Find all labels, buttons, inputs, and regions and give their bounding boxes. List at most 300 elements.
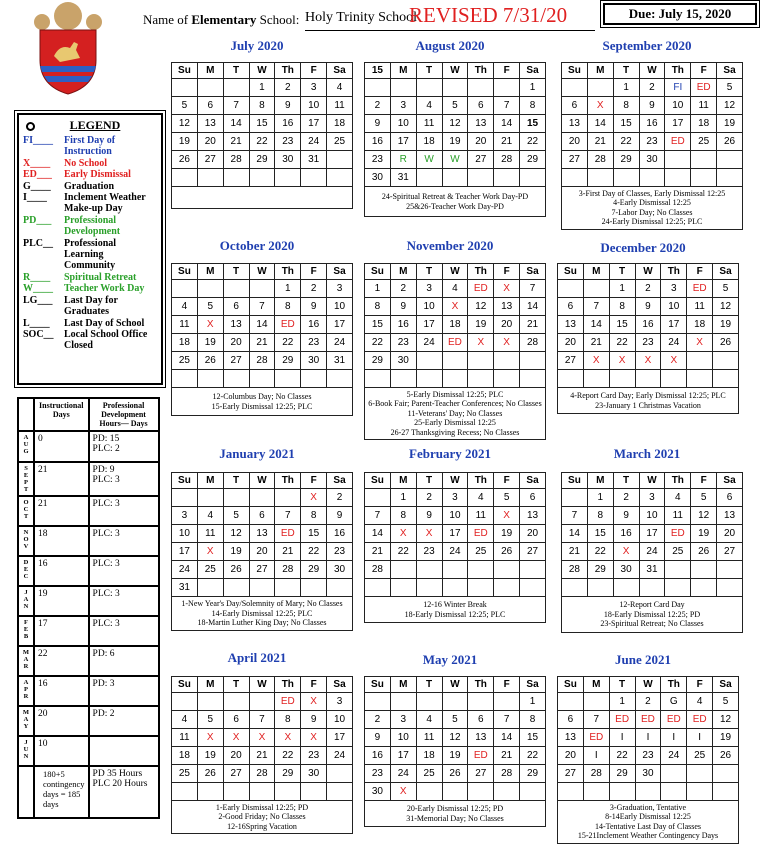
legend-item (23, 169, 157, 180)
legend-code: G____ (23, 180, 51, 192)
legend-code: W____ (23, 283, 53, 295)
day-cell (223, 370, 249, 388)
day-cell: I (687, 729, 713, 747)
day-cell: 11 (197, 525, 223, 543)
day-cell (327, 579, 353, 597)
day-cell: 2 (365, 97, 391, 115)
day-cell (172, 783, 198, 801)
day-cell: 6 (249, 507, 275, 525)
day-cell: 4 (416, 97, 442, 115)
day-cell: 6 (562, 97, 588, 115)
day-cell: 12 (717, 97, 743, 115)
day-cell: 6 (223, 711, 249, 729)
summary-pd: PD: 15 PLC: 2 (89, 431, 159, 462)
day-cell: 27 (562, 151, 588, 169)
day-cell: 12 (468, 298, 494, 316)
day-cell (416, 79, 442, 97)
day-cell: 27 (223, 352, 249, 370)
day-cell (275, 783, 301, 801)
day-cell (691, 169, 717, 187)
legend-code: FI____ (23, 135, 53, 146)
day-cell: 11 (172, 729, 198, 747)
day-cell: ED (275, 525, 301, 543)
summary-pd: PD: 3 (89, 676, 159, 706)
weekday-header: M (587, 473, 613, 489)
day-cell: 25 (327, 133, 353, 151)
day-cell: 2 (613, 489, 639, 507)
day-cell (661, 765, 687, 783)
day-cell: 24 (639, 543, 665, 561)
day-cell (197, 489, 223, 507)
legend-label: Professional Development (64, 214, 121, 238)
day-cell: 9 (416, 507, 442, 525)
day-cell: X (197, 543, 223, 561)
summary-row (18, 526, 159, 556)
day-cell (468, 579, 494, 597)
day-cell: 26 (172, 151, 198, 169)
legend-code: PLC__ (23, 237, 53, 249)
day-cell: 22 (365, 334, 391, 352)
day-cell: 5 (223, 507, 249, 525)
day-cell (301, 169, 327, 187)
day-cell: X (301, 693, 327, 711)
weekday-header: W (249, 677, 275, 693)
day-cell: 19 (442, 133, 468, 151)
day-cell (713, 370, 739, 388)
day-cell (223, 489, 249, 507)
day-cell: 10 (416, 298, 442, 316)
day-cell: 4 (327, 79, 353, 97)
weekday-header: W (249, 264, 275, 280)
day-cell: X (583, 352, 609, 370)
day-cell (327, 765, 353, 783)
day-cell: 18 (327, 115, 353, 133)
day-cell: 16 (327, 525, 353, 543)
day-cell (223, 693, 249, 711)
weekday-header: Sa (713, 677, 739, 693)
day-cell: 5 (442, 711, 468, 729)
day-cell: 27 (520, 543, 546, 561)
day-cell: 14 (223, 115, 249, 133)
day-cell: W (416, 151, 442, 169)
day-cell: 26 (713, 747, 739, 765)
day-cell: ED (583, 729, 609, 747)
day-cell: X (275, 729, 301, 747)
day-cell: 1 (609, 280, 635, 298)
day-cell: 16 (613, 525, 639, 543)
weekday-header: M (583, 677, 609, 693)
day-cell: ED (468, 280, 494, 298)
legend-label: Graduation (64, 180, 115, 192)
day-cell: 13 (249, 525, 275, 543)
day-cell: 26 (717, 133, 743, 151)
day-cell: 28 (275, 561, 301, 579)
weekday-header: M (390, 63, 416, 79)
day-cell (249, 693, 275, 711)
day-cell: 9 (275, 97, 301, 115)
weekday-header: Th (468, 63, 494, 79)
day-cell (494, 370, 520, 388)
day-cell: 5 (197, 298, 223, 316)
month-notes (172, 187, 353, 209)
day-cell (172, 489, 198, 507)
day-cell: 23 (639, 133, 665, 151)
day-cell: 16 (390, 316, 416, 334)
day-cell (687, 783, 713, 801)
day-cell: 1 (587, 489, 613, 507)
day-cell: 3 (661, 280, 687, 298)
month-calendar (171, 62, 353, 209)
day-cell: 27 (717, 543, 743, 561)
day-cell (416, 579, 442, 597)
weekday-header: Su (365, 473, 391, 489)
day-cell: 22 (249, 133, 275, 151)
day-cell: X (390, 783, 416, 801)
weekday-header: M (197, 264, 223, 280)
month-title: May 2021 (422, 652, 478, 667)
day-cell: 13 (558, 316, 584, 334)
day-cell: 27 (223, 765, 249, 783)
day-cell: 24 (327, 334, 353, 352)
day-cell (468, 169, 494, 187)
day-cell (468, 352, 494, 370)
day-cell (562, 489, 588, 507)
day-cell: 19 (197, 334, 223, 352)
day-cell: 30 (301, 352, 327, 370)
day-cell: 26 (691, 543, 717, 561)
weekday-header: Sa (520, 63, 546, 79)
summary-pd: PD: 6 (89, 646, 159, 676)
month-notes: 4-Report Card Day; Early Dismissal 12:25; PLC 23-January 1 Christmas Vacation (558, 388, 739, 414)
day-cell: 17 (442, 525, 468, 543)
day-cell: 7 (583, 298, 609, 316)
day-cell (365, 79, 391, 97)
month-calendar (364, 472, 546, 623)
summary-row (18, 586, 159, 616)
weekday-header: F (301, 63, 327, 79)
day-cell: X (301, 729, 327, 747)
day-cell: 21 (223, 133, 249, 151)
summary-row (18, 556, 159, 586)
day-cell: 13 (468, 729, 494, 747)
day-cell: 31 (639, 561, 665, 579)
day-cell: 21 (562, 543, 588, 561)
day-cell: 14 (494, 115, 520, 133)
day-cell (665, 561, 691, 579)
day-cell (197, 79, 223, 97)
day-cell: FI (665, 79, 691, 97)
weekday-header: T (416, 63, 442, 79)
day-cell: 24 (661, 747, 687, 765)
month-calendar (364, 62, 546, 217)
day-cell: 21 (587, 133, 613, 151)
revised-note: REVISED 7/31/20 (409, 3, 568, 27)
day-cell: X (587, 97, 613, 115)
day-cell (275, 370, 301, 388)
day-cell (494, 169, 520, 187)
day-cell (249, 579, 275, 597)
day-cell (197, 169, 223, 187)
day-cell: 8 (520, 97, 546, 115)
summary-row (18, 766, 159, 818)
day-cell: 13 (717, 507, 743, 525)
legend-item (23, 181, 157, 192)
day-cell: 20 (223, 747, 249, 765)
day-cell: 19 (713, 316, 739, 334)
summary-month: D E C (18, 556, 34, 586)
day-cell (494, 561, 520, 579)
day-cell: 17 (661, 316, 687, 334)
day-cell: 21 (249, 334, 275, 352)
day-cell: 3 (390, 97, 416, 115)
legend-label: Last Day for Graduates (64, 294, 118, 318)
day-cell (583, 783, 609, 801)
day-cell (609, 783, 635, 801)
weekday-header: Th (661, 264, 687, 280)
day-cell (691, 579, 717, 597)
weekday-header: Th (275, 63, 301, 79)
day-cell: 21 (275, 543, 301, 561)
day-cell: 3 (301, 79, 327, 97)
legend-title: LEGEND (69, 118, 121, 132)
weekday-header: W (442, 677, 468, 693)
day-cell: 22 (587, 543, 613, 561)
day-cell: 7 (249, 298, 275, 316)
summary-month: S E P T (18, 462, 34, 496)
day-cell: 28 (365, 561, 391, 579)
day-cell: 20 (468, 133, 494, 151)
day-cell: 8 (613, 97, 639, 115)
day-cell: 1 (609, 693, 635, 711)
day-cell: 26 (197, 765, 223, 783)
day-cell (468, 783, 494, 801)
day-cell: 5 (442, 97, 468, 115)
weekday-header: Su (558, 677, 584, 693)
day-cell (442, 561, 468, 579)
weekday-header: Sa (717, 473, 743, 489)
day-cell: X (223, 729, 249, 747)
day-cell (639, 169, 665, 187)
day-cell: 24 (327, 747, 353, 765)
day-cell: 12 (713, 298, 739, 316)
day-cell: 29 (609, 765, 635, 783)
day-cell: 16 (635, 316, 661, 334)
day-cell: 10 (301, 97, 327, 115)
day-cell: 10 (390, 729, 416, 747)
day-cell (717, 169, 743, 187)
day-cell: 4 (416, 711, 442, 729)
weekday-header: F (691, 63, 717, 79)
day-cell: 16 (365, 747, 391, 765)
day-cell: 23 (635, 747, 661, 765)
day-cell (520, 561, 546, 579)
legend-code: X____ (23, 157, 51, 169)
circle-icon (26, 122, 35, 131)
day-cell: 11 (327, 97, 353, 115)
weekday-header: F (494, 473, 520, 489)
day-cell: 22 (609, 334, 635, 352)
day-cell (717, 151, 743, 169)
instructional-days-header: Instructional Days (34, 398, 89, 431)
day-cell: 20 (562, 133, 588, 151)
summary-row (18, 706, 159, 736)
day-cell (665, 579, 691, 597)
day-cell: 26 (223, 561, 249, 579)
day-cell: 7 (583, 711, 609, 729)
legend-label: Early Dismissal (64, 169, 131, 181)
day-cell: 28 (249, 352, 275, 370)
weekday-header: Sa (520, 473, 546, 489)
summary-pd: PD 35 Hours PLC 20 Hours (89, 766, 159, 818)
school-name-value: Holy Trinity School (305, 10, 418, 25)
day-cell: 11 (416, 729, 442, 747)
day-cell (172, 370, 198, 388)
weekday-header: F (691, 473, 717, 489)
day-cell: 1 (520, 79, 546, 97)
day-cell: 5 (713, 280, 739, 298)
month-notes: 12-Columbus Day; No Classes 15-Early Dismissal 12:25; PLC (172, 388, 353, 416)
day-cell: 22 (275, 334, 301, 352)
weekday-header: Th (468, 473, 494, 489)
day-cell (197, 579, 223, 597)
weekday-header: W (635, 677, 661, 693)
day-cell: 30 (635, 765, 661, 783)
day-cell: 23 (301, 334, 327, 352)
day-cell: 4 (665, 489, 691, 507)
day-cell: 23 (635, 334, 661, 352)
day-cell: X (442, 298, 468, 316)
school-name-label: Name of Elementary School: (143, 12, 300, 27)
day-cell: 16 (365, 133, 391, 151)
day-cell (249, 783, 275, 801)
weekday-header: W (442, 473, 468, 489)
summary-pd: PLC: 3 (89, 616, 159, 646)
day-cell: 4 (172, 711, 198, 729)
summary-month: A P R (18, 676, 34, 706)
legend-item (23, 238, 157, 272)
month-calendar (561, 62, 743, 230)
day-cell (416, 169, 442, 187)
day-cell: 22 (613, 133, 639, 151)
month-calendar (171, 676, 353, 834)
day-cell: 20 (223, 334, 249, 352)
day-cell: 23 (390, 334, 416, 352)
day-cell: 30 (301, 765, 327, 783)
legend-item (23, 283, 157, 294)
day-cell: 28 (520, 334, 546, 352)
day-cell: 3 (416, 280, 442, 298)
weekday-header: F (494, 63, 520, 79)
month-title: July 2020 (230, 38, 284, 53)
day-cell (583, 370, 609, 388)
day-cell (639, 579, 665, 597)
day-cell: 28 (223, 151, 249, 169)
day-cell: 1 (390, 489, 416, 507)
day-cell: 10 (327, 298, 353, 316)
day-cell: 25 (687, 747, 713, 765)
day-cell: 23 (416, 543, 442, 561)
day-cell: 18 (442, 316, 468, 334)
day-cell (468, 79, 494, 97)
day-cell: 3 (390, 711, 416, 729)
day-cell: 25 (172, 352, 198, 370)
weekday-header: Su (172, 677, 198, 693)
weekday-header: M (197, 473, 223, 489)
day-cell: 6 (223, 298, 249, 316)
summary-month: A U G (18, 431, 34, 462)
day-cell (468, 693, 494, 711)
day-cell: 10 (661, 298, 687, 316)
summary-days: 21 (34, 496, 89, 526)
day-cell: X (390, 525, 416, 543)
legend-code: L____ (23, 317, 50, 329)
day-cell: 19 (172, 133, 198, 151)
day-cell: 23 (365, 151, 391, 169)
school-name-field (305, 3, 595, 31)
instructional-days-table (17, 397, 160, 819)
day-cell: 31 (327, 352, 353, 370)
day-cell: 8 (609, 298, 635, 316)
day-cell (416, 783, 442, 801)
summary-pd: PLC: 3 (89, 496, 159, 526)
weekday-header: W (639, 63, 665, 79)
weekday-header: Sa (717, 63, 743, 79)
summary-pd: PLC: 3 (89, 526, 159, 556)
day-cell: 21 (494, 747, 520, 765)
day-cell: 21 (249, 747, 275, 765)
day-cell: 17 (327, 316, 353, 334)
weekday-header: F (494, 677, 520, 693)
day-cell: 14 (249, 316, 275, 334)
day-cell: 3 (327, 693, 353, 711)
day-cell (442, 79, 468, 97)
day-cell: 25 (172, 765, 198, 783)
day-cell (494, 352, 520, 370)
summary-pd: PLC: 3 (89, 586, 159, 616)
weekday-header: W (442, 63, 468, 79)
day-cell (661, 783, 687, 801)
day-cell: 7 (249, 711, 275, 729)
weekday-header: F (301, 264, 327, 280)
weekday-header: Th (275, 677, 301, 693)
weekday-header: Sa (327, 264, 353, 280)
summary-row (18, 676, 159, 706)
day-cell (197, 370, 223, 388)
day-cell (275, 579, 301, 597)
day-cell: ED (609, 711, 635, 729)
month-notes: 1-New Year's Day/Solemnity of Mary; No Classes 14-Early Dismissal 12:25; PLC 18-Martin Luther King Day; No Classes (172, 597, 353, 631)
day-cell: 9 (613, 507, 639, 525)
day-cell (416, 370, 442, 388)
weekday-header: Th (661, 677, 687, 693)
weekday-header: Th (275, 264, 301, 280)
weekday-header: Th (468, 264, 494, 280)
day-cell: 29 (301, 561, 327, 579)
weekday-header: F (301, 677, 327, 693)
weekday-header: Su (365, 677, 391, 693)
summary-days: 16 (34, 676, 89, 706)
day-cell: 2 (301, 280, 327, 298)
day-cell: 2 (365, 711, 391, 729)
day-cell: 29 (365, 352, 391, 370)
day-cell: 2 (639, 79, 665, 97)
legend-item (23, 135, 157, 158)
weekday-header: Sa (520, 264, 546, 280)
day-cell: 25 (197, 561, 223, 579)
day-cell: 24 (390, 765, 416, 783)
day-cell: 1 (249, 79, 275, 97)
legend-code: SOC__ (23, 328, 54, 340)
